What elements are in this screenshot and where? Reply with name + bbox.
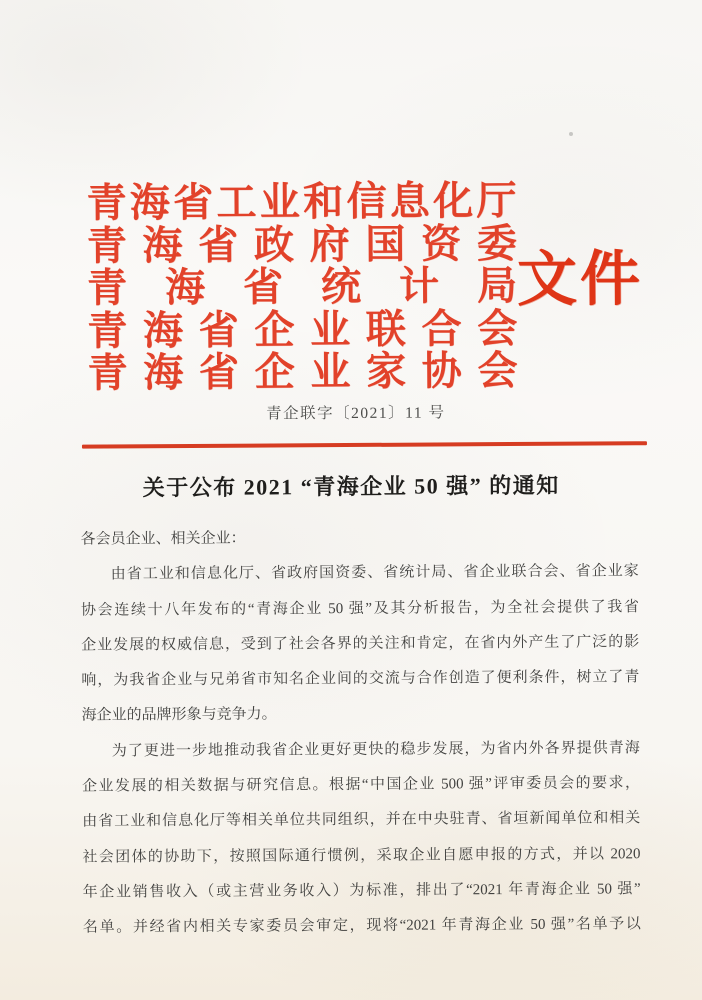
body-text-line: 各会员企业、相关企业： <box>80 530 246 548</box>
body-text-line: 年企业销售收入（或主营业务收入）为标准，排出了“2021 年青海企业 50 强” <box>82 881 641 901</box>
document-body <box>80 519 641 946</box>
letterhead-org-line: 青海省工业和信息化厅 <box>86 177 517 226</box>
body-text-line: 响，为我省企业与兄弟省市知名企业间的交流与合作创造了便利条件，树立了青 <box>81 669 640 689</box>
red-separator-rule <box>82 441 647 448</box>
body-text-line: 名单。并经省内相关专家委员会审定，现将“2021 年青海企业 50 强”名单予以 <box>82 916 641 936</box>
document-title: 关于公布 2021 “青海企业 50 强” 的通知 <box>142 472 560 501</box>
letterhead-org-line: 青海省统计局 <box>86 262 518 311</box>
letterhead-org-line: 青海省企业家协会 <box>87 347 518 396</box>
doc-type-label: 文件 <box>516 246 644 313</box>
body-text-line: 企业发展的权威信息，受到了社会各界的关注和肯定，在省内外产生了广泛的影 <box>81 634 640 654</box>
body-text-line: 由省工业和信息化厅、省政府国资委、省统计局、省企业联合会、省企业家 <box>110 563 639 583</box>
body-text-line: 企业发展的相关数据与研究信息。根据“中国企业 500 强”评审委员会的要求， <box>82 775 641 795</box>
letterhead-org-line: 青海省企业联合会 <box>87 305 518 354</box>
letterhead-org-line: 青海省政府国资委 <box>86 220 517 269</box>
body-text-line: 协会连续十八年发布的“青海企业 50 强”及其分析报告，为全社会提供了我省 <box>80 598 640 619</box>
body-text-line: 社会团体的协助下，按照国际通行惯例，采取企业自愿申报的方式，并以 2020 <box>82 845 641 866</box>
letterhead <box>86 177 518 396</box>
body-text-line: 为了更进一步地推动我省企业更好更快的稳步发展，为省内外各界提供青海 <box>111 740 640 760</box>
doc-number: 青企联字〔2021〕11 号 <box>266 404 446 423</box>
body-text-line: 由省工业和信息化厅等相关单位共同组织，并在中央驻青、省垣新闻单位和相关 <box>82 810 641 831</box>
body-text-line: 海企业的品牌形象与竞争力。 <box>81 706 277 725</box>
